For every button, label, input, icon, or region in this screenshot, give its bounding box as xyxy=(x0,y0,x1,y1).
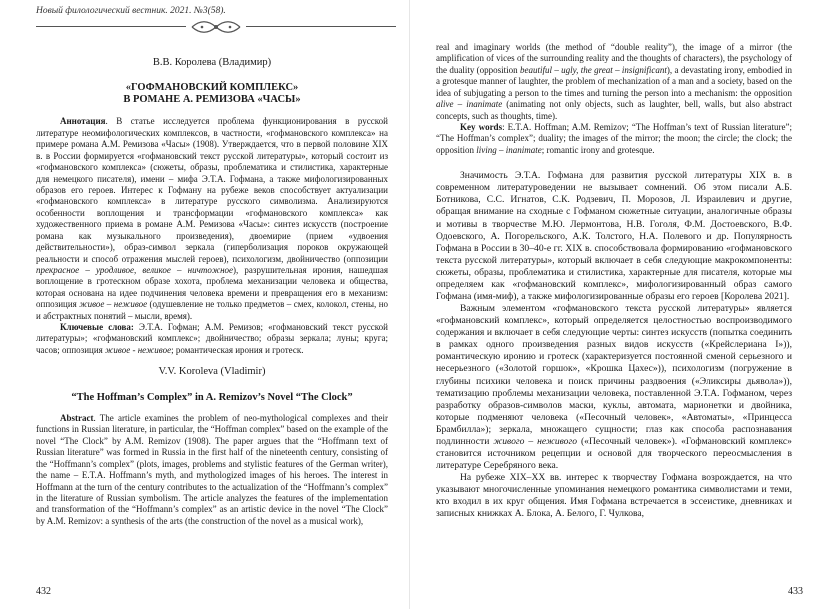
keywords-ru-paragraph xyxy=(36,322,388,356)
article-title-ru xyxy=(36,82,388,106)
ornament-flourish-icon xyxy=(190,20,242,34)
abstract-cont-text-2: ), a devastating irony, embodied in a grotesque manner of laughter, the problem of mechanization of a man and a society, based on the idea of subjugating a person to the times and turning the person into a mechanism: the opposition xyxy=(436,64,792,98)
author-en: V.V. Koroleva (Vladimir) xyxy=(158,366,266,378)
right-page-content xyxy=(436,42,792,520)
abstract-en-label: Abstract xyxy=(60,412,94,423)
abstract-en-block xyxy=(36,413,388,527)
right-page xyxy=(410,0,820,609)
body-paragraph-2 xyxy=(436,303,792,472)
keywords-en-paragraph xyxy=(436,122,792,156)
abstract-cont-text-1: real and imaginary worlds (the method of “double reality”), the image of a mirror (the amplification of vices of the surrounding reality and the thoughts of characters), the psychology of the duality (opposition xyxy=(436,42,792,75)
article-title-en: “The Hoffman’s Complex” in A. Remizov’s Novel “The Clock” xyxy=(71,391,353,403)
body-paragraph-3: На рубеже XIX–XX вв. интерес к творчеству Гофмана возрождается, на что указывают многочисленные упоминания немецкого романтика символистами и теми, кто входил в их круг общения. Имя Гофмана встречается в эссеистике, дневниках и записных книжках А. Блока, А. Белого, Г. Чулкова, xyxy=(436,472,792,520)
keywords-ru-italic: живое - неживое xyxy=(105,344,172,355)
header-ornament xyxy=(36,20,396,34)
annotation-italic-1: прекрасное – уродливое, великое – ничтожное xyxy=(36,264,234,275)
annotation-block xyxy=(36,116,388,356)
abstract-cont-text-3: (animating not only objects, such as laughter, bell, walls, but also abstract concepts, such as thoughts, time). xyxy=(436,99,792,121)
annotation-text: . В статье исследуется проблема функционирования в русской литературе неомифологических комплексов, в частности, «гофмановского комплекса» на примере романа А.М. Ремизова «Часы» (1908). Утверждается, что в первой половине XIX в. в России формируется «гофмановский текст русской литературы», который состоит из «гофмановского комплекса» (сюжеты, образы, проблематика и стилистика, характерные для немецкого писателя), имени – мифа Э.Т.А. Гофмана, а также мифологизированных образов его героев. Интерес к Гофману на рубеже веков способствует актуализации «гофмановского комплекса» в литературе русского символизма. Анализируются особенности воплощения и трансформации «гофмановского комплекса» как художественного приема в романе А.М. Ремизова «Часы»: синтез искусств (построение романа как музыкального произведения), двоемирие (прием «удвоения действительности»), образ-символ зеркала (гиперболизация пороков окружающей реальности и способ отражения мыслей героев), психологизм, двойничество (оппозиции xyxy=(36,116,388,264)
title-ru-line1: «ГОФМАНОВСКИЙ КОМПЛЕКС» xyxy=(125,82,299,94)
annotation-italic-2: живое – неживое xyxy=(79,299,148,310)
annotation-text-2: ), разрушительная ирония, нашедшая воплощение в гротескном образе хохота, проблема механизации человека и общества, которая основана на идее подчинения человека времени и превращения его в механизм: оппозиция xyxy=(36,264,388,310)
abstract-en-continuation xyxy=(436,42,792,122)
keywords-ru-text: Э.Т.А. Гофман; А.М. Ремизов; «гофмановский текст русской литературы»; «гофмановский комплекс»; двойничество; образы зеркала; луны; круга; часов; оппозиция xyxy=(36,322,388,355)
annotation-text-3: (одушевление не только предметов – смех, колокол, стены, но и абстрактных понятий – мысли, время). xyxy=(36,299,389,321)
journal-header: Новый филологический вестник. 2021. №3(58). xyxy=(36,6,226,16)
body-text-ru xyxy=(436,170,792,520)
keywords-ru-text-2: ; романтическая ирония и гротеск. xyxy=(171,344,304,355)
body-paragraph-1: Значимость Э.Т.А. Гофмана для развития русской литературы XIX в. в современном литературоведении не вызывает сомнений. Об этом писали А.Б. Ботникова, С.С. Игнатов, С.К. Родзевич, П. Морозов, Л. Израилевич и другие, обращая внимание на сходные с Гофманом сюжетные ситуации, аналогичные образы и мотивы в творчестве М.Ю. Лермонтова, Н.В. Гоголя, Ф.М. Достоевского, В.Ф. Одоевского, А. Погорельского, А.К. Толстого, Н.А. Полевого и др. Популярность Гофмана в России в 30–40-е гг. XIX в. способствовала формированию «гофмановского текста русской литературы», который включает в себя следующие макрокомпоненты: сюжеты, образы, проблематика и стилистика, характерные для писателя, которые мы определяем как «гофмановский комплекс», мифологизированный образ самого Гофмана (имя-миф), а также мифологизированные образы его героев [Королева 2021]. xyxy=(436,170,792,302)
annotation-paragraph xyxy=(36,116,388,322)
left-page-content xyxy=(36,56,388,527)
body-paragraph-2-text: Важным элементом «гофмановского текста русской литературы» является «гофмановский комплекс», который определяется целостностью воспроизводимого содержания и включает в себя следующие черты: синтез искусств (попытка соединить в рамках одного произведения разных видов искусств («Крейслериана I»)), романтическую иронию и гротеск (характеризуется постоянной сменой серьезного и несерьезного («Золотой горшок», «Крошка Цахес»)), психологизм (погружение в глубины психики человека и поиск причины раздвоения («Эликсиры дьявола»)), тематизацию проблемы механизации человека, поставленной Э.Т.А. Гофманом, через разработку образов-символов маски, куклы, автомата, марионетки и двойника, которые подменяют человека («Песочный человек», «Автоматы», «Принцесса Брамбилла»); зеркала, множащего сущности; глаз как способа распознавания подлинности xyxy=(436,303,792,447)
body-paragraph-2-text-2: («Песочный человек»). «Гофмановский комплекс» становится источником рецепции и основой для творческого переосмысления в литературе Серебряного века. xyxy=(436,435,792,472)
abstract-cont-italic-2: alive – inanimate xyxy=(436,99,503,110)
ornament-rule-left xyxy=(36,26,186,27)
keywords-ru-label: Ключевые слова: xyxy=(60,322,134,333)
abstract-en-text: . The article examines the problem of neo-mythological complexes and their functions in Russian literature, in particular, the “Hoffman complex” based on the example of the novel “The Clock” by A.M. Remizov (1908). The paper argues that the “Hoffmann text of Russian literature” was formed in Russia in the first half of the nineteenth century, consisting of the “Hoffmann’s complex” (plots, images, problems and stylistic features of the German writer), the name – E.T.A. Hoffmann’s myth, and mythologized images of his heroes. The interest in Hoffmann at the turn of the century contributes to the actualization of the “Hoffmann’s complex” in the literature of Russian symbolism. The article analyzes the features of the implementation and transformation of the “Hoffmann’s complex” as an artistic device in the novel “The Clock” by A.M. Remizov: a synthesis of the arts (the construction of the novel as a musical work), xyxy=(36,412,388,526)
annotation-label: Аннотация xyxy=(60,116,106,127)
ornament-rule-right xyxy=(246,26,396,27)
abstract-en-paragraph xyxy=(36,413,388,527)
page-number-left: 432 xyxy=(36,586,51,597)
body-paragraph-2-italic: живого – неживого xyxy=(493,435,578,447)
page-number-right: 433 xyxy=(788,586,803,597)
keywords-en-text: : E.T.A. Hoffman; A.M. Remizov; “The Hoffman’s text of Russian literature”; “The Hoffman’s complex”; duality; the images of the mirror; the moon; the circle; the clock; the opposition xyxy=(436,121,792,155)
keywords-en-text-2: ; romantic irony and grotesque. xyxy=(541,144,655,155)
keywords-en-label: Key words xyxy=(460,121,503,132)
keywords-en-italic: living – inanimate xyxy=(476,144,542,155)
title-ru-line2: В РОМАНЕ А. РЕМИЗОВА «ЧАСЫ» xyxy=(123,94,301,106)
author-ru: В.В. Королева (Владимир) xyxy=(152,57,272,68)
abstract-cont-italic-1: beautiful – ugly, the great – insignificant xyxy=(520,64,667,75)
